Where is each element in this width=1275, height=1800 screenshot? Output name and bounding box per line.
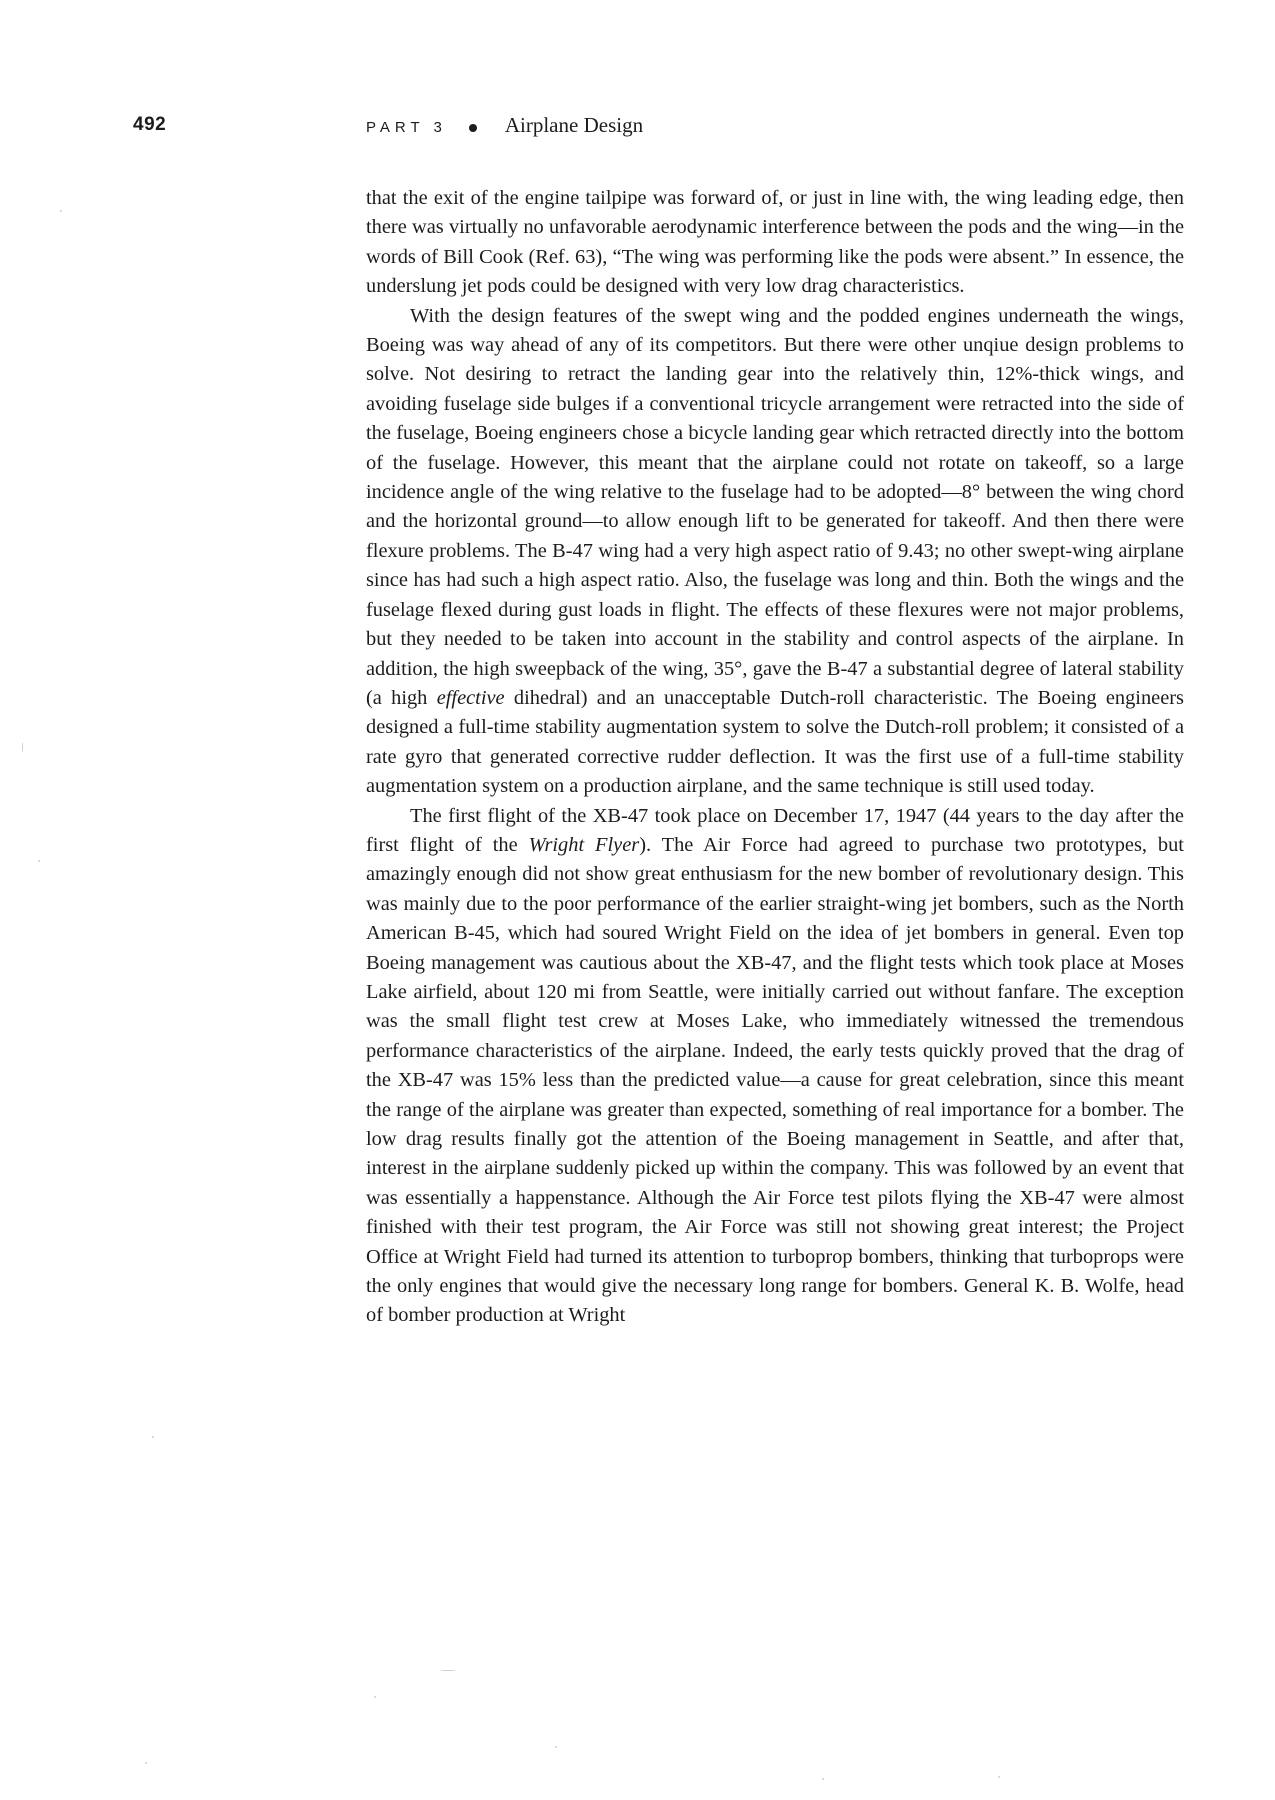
- scan-speck: [555, 1746, 557, 1748]
- scan-speck: [145, 1762, 147, 1764]
- scan-speck: [152, 1436, 154, 1438]
- running-head: [366, 113, 643, 138]
- part-label: PART 3: [366, 119, 447, 136]
- paragraph-3-part-a: The first flight of the XB-47 took place on December 17, 1947 (44 years to the day after the first flight of the: [366, 804, 1184, 856]
- page-number: 492: [133, 114, 167, 135]
- scan-speck: [60, 210, 62, 212]
- paragraph-2: [366, 302, 1184, 802]
- scan-speck: [822, 1778, 824, 1780]
- paragraph-3-part-b: ). The Air Force had agreed to purchase two prototypes, but amazingly enough did not show great enthusiasm for the new bomber of revolutionary design. This was mainly due to the poor performance of the earlier straight-wing jet bombers, such as the North American B-45, which had soured Wright Field on the idea of jet bombers in general. Even top Boeing management was cautious about the XB-47, and the flight tests which took place at Moses Lake airfield, about 120 mi from Seattle, were initially carried out without fanfare. The exception was the small flight test crew at Moses Lake, who immediately witnessed the tremendous performance characteristics of the airplane. Indeed, the early tests quickly proved that the drag of the XB-47 was 15% less than the predicted value—a cause for great celebration, since this meant the range of the airplane was greater than expected, something of real importance for a bomber. The low drag results finally got the attention of the Boeing management in Seattle, and after that, interest in the airplane suddenly picked up within the company. This was followed by an event that was essentially a happenstance. Although the Air Force test pilots flying the XB-47 were almost finished with their test program, the Air Force was still not showing great interest; the Project Office at Wright Field had turned its attention to turboprop bombers, thinking that turboprops were the only engines that would give the necessary long range for bombers. General K. B. Wolfe, head of bomber production at Wright: [366, 833, 1184, 1327]
- emphasis-wright-flyer: Wright Flyer: [528, 833, 640, 856]
- scan-speck: [22, 742, 23, 752]
- scan-speck: [440, 1670, 456, 1671]
- body-text: [366, 184, 1184, 1331]
- paragraph-1: that the exit of the engine tailpipe was forward of, or just in line with, the wing leading edge, then there was virtually no unfavorable aerodynamic interference between the pods and the wing—in the words of Bill Cook (Ref. 63), “The wing was performing like the pods were absent.” In essence, the underslung jet pods could be designed with very low drag characteristics.: [366, 187, 1184, 298]
- bullet-separator: [469, 124, 477, 132]
- chapter-title: Airplane Design: [504, 113, 644, 137]
- scan-speck: [998, 1776, 1000, 1778]
- paragraph-2-part-a: With the design features of the swept wing and the podded engines underneath the wings, Boeing was way ahead of any of its competitors. But there were other unqiue design problems to solve. Not desiring to retract the landing gear into the relatively thin, 12%-thick wings, and avoiding fuselage side bulges if a conventional tricycle arrangement were retracted into the side of the fuselage, Boeing engineers chose a bicycle landing gear which retracted directly into the bottom of the fuselage. However, this meant that the airplane could not rotate on takeoff, so a large incidence angle of the wing relative to the fuselage had to be adopted—8° between the wing chord and the horizontal ground—to allow enough lift to be generated for takeoff. And then there were flexure problems. The B-47 wing had a very high aspect ratio of 9.43; no other swept-wing airplane since has had such a high aspect ratio. Also, the fuselage was long and thin. Both the wings and the fuselage flexed during gust loads in flight. The effects of these flexures were not major problems, but they needed to be taken into account in the stability and control aspects of the airplane. In addition, the high sweepback of the wing, 35°, gave the B-47 a substantial degree of lateral stability (a high: [366, 304, 1184, 709]
- paragraph-2-part-b: dihedral) and an unacceptable Dutch-roll characteristic. The Boeing engineers designed a full-time stability augmentation system to solve the Dutch-roll problem; it consisted of a rate gyro that generated corrective rudder deflection. It was the first use of a full-time stability augmentation system on a production airplane, and the same technique is still used today.: [366, 686, 1184, 798]
- paragraph-3: [366, 802, 1184, 1331]
- scan-speck: [374, 1696, 376, 1698]
- scan-speck: [38, 860, 40, 862]
- emphasis-effective: effective: [436, 686, 505, 709]
